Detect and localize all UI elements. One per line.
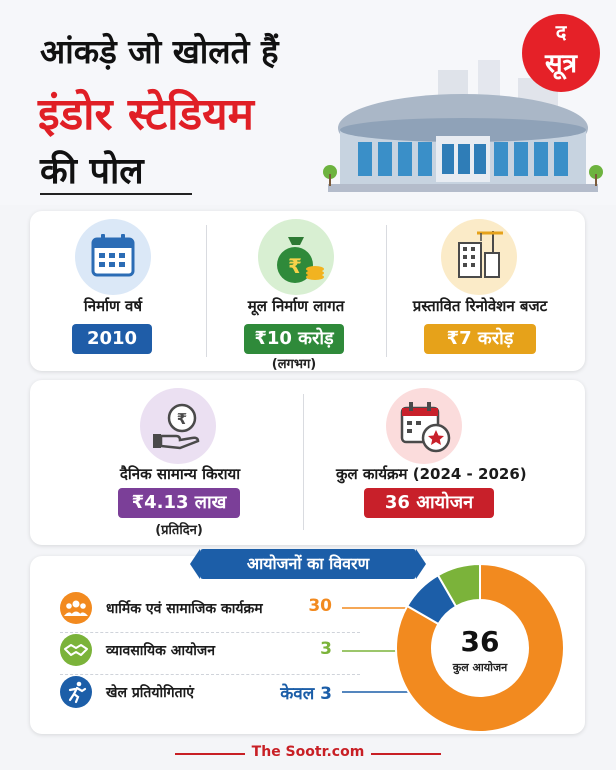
stat-value-cost: ₹10 करोड़ [244, 324, 344, 354]
svg-text:₹: ₹ [288, 254, 302, 278]
construction-icon [441, 219, 517, 295]
svg-text:₹: ₹ [176, 410, 188, 428]
stat-value-budget: ₹7 करोड़ [424, 324, 536, 354]
event-row-value-religious: 30 [308, 596, 332, 616]
footer-site[interactable]: The Sootr.com [251, 744, 365, 760]
headline-line-2: इंडोर स्टेडियम [38, 89, 254, 140]
stat-note-cost: (लगभग) [271, 357, 317, 372]
divider [303, 394, 304, 530]
stat-label-cost: मूल निर्माण लागत [247, 297, 345, 315]
row-separator [60, 674, 360, 675]
handshake-icon [60, 634, 92, 666]
events-title: आयोजनों का विवरण [200, 549, 416, 579]
stat-value-events: 36 आयोजन [364, 488, 494, 518]
stat-label-year: निर्माण वर्ष [83, 297, 143, 315]
runner-icon [60, 676, 92, 708]
event-row-label-commercial: व्यावसायिक आयोजन [106, 643, 215, 659]
money-bag-icon [258, 219, 334, 295]
stat-value-rent: ₹4.13 लाख [118, 488, 240, 518]
calendar-icon [75, 219, 151, 295]
headline-line-1: आंकड़े जो खोलते हैं [40, 32, 279, 71]
headline-underline [40, 193, 192, 195]
event-calendar-icon [386, 388, 462, 464]
event-row-value-commercial: 3 [320, 639, 332, 659]
rupee-hand-icon [140, 388, 216, 464]
donut-total-label: कुल आयोजन [452, 661, 508, 674]
divider [386, 225, 387, 357]
footer-rule-right [371, 753, 441, 755]
event-row-value-sports: केवल 3 [280, 684, 332, 704]
row-separator [60, 632, 360, 633]
sootr-logo[interactable] [522, 14, 600, 92]
people-group-icon [60, 592, 92, 624]
logo-text-top: द [555, 20, 567, 44]
stat-label-events: कुल कार्यक्रम (2024 - 2026) [336, 465, 527, 483]
header [0, 0, 616, 205]
stat-label-budget: प्रस्तावित रिनोवेशन बजट [412, 297, 548, 315]
stat-label-rent: दैनिक सामान्य किराया [119, 465, 241, 483]
stats-card-middle [30, 380, 585, 545]
stat-value-year: 2010 [72, 324, 152, 354]
stat-note-rent: (प्रतिदिन) [155, 523, 203, 538]
event-row-label-religious: धार्मिक एवं सामाजिक कार्यक्रम [106, 601, 263, 617]
donut-total: 36 [460, 625, 500, 658]
logo-text-main: सूत्र [545, 49, 577, 79]
divider [206, 225, 207, 357]
headline-line-3: की पोल [40, 151, 144, 192]
event-row-label-sports: खेल प्रतियोगिताएं [106, 685, 194, 701]
